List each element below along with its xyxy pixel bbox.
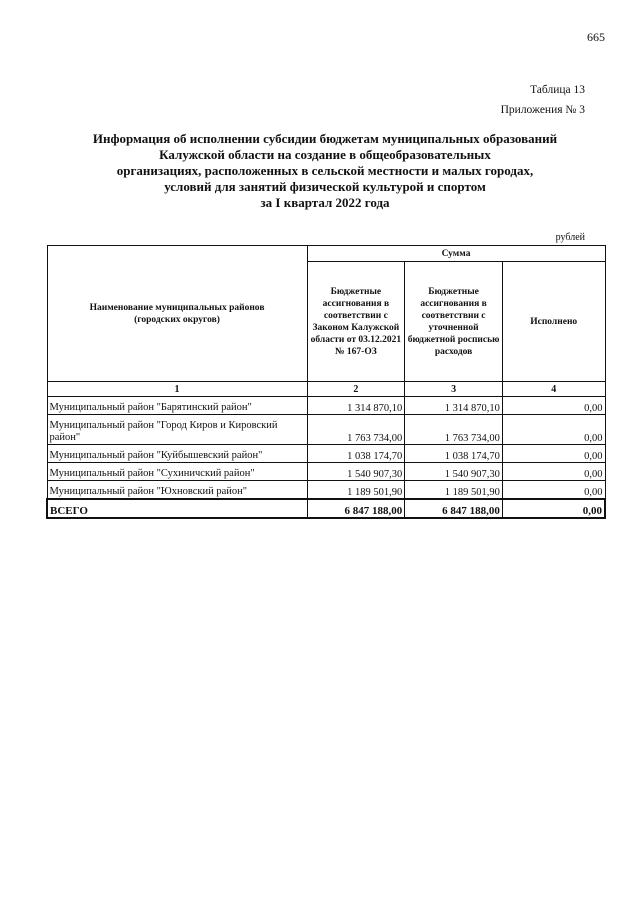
table-row <box>47 481 605 499</box>
total-row <box>47 499 605 518</box>
header-sum-group: Сумма <box>307 246 605 262</box>
unit-label: рублей <box>555 232 585 243</box>
column-number: 2 <box>307 382 405 397</box>
header-name-column: Наименование муниципальных районов (городских округов) <box>47 246 307 382</box>
page-number: 665 <box>587 30 605 44</box>
district-name: Муниципальный район "Сухиничский район" <box>47 463 307 481</box>
executed-amount: 0,00 <box>502 397 605 415</box>
total-executed-amount: 0,00 <box>502 499 605 518</box>
document-title <box>60 131 590 211</box>
executed-amount: 0,00 <box>502 415 605 445</box>
total-label: ВСЕГО <box>47 499 307 518</box>
header-refined-allocations: Бюджетные ассигнования в соответствии с уточненной бюджетной росписью расходов <box>405 262 503 382</box>
title-line: Информация об исполнении субсидии бюджетам муниципальных образований <box>92 131 558 146</box>
refined-amount: 1 038 174,70 <box>405 445 503 463</box>
column-numbers-row <box>47 382 605 397</box>
refined-amount: 1 763 734,00 <box>405 415 503 445</box>
refined-amount: 1 189 501,90 <box>405 481 503 499</box>
header-law-allocations: Бюджетные ассигнования в соответствии с Законом Калужской области от 03.12.2021 № 167-ОЗ <box>307 262 405 382</box>
law-amount: 1 189 501,90 <box>307 481 405 499</box>
column-number: 3 <box>405 382 503 397</box>
table-row <box>47 397 605 415</box>
appendix-label: Приложения № 3 <box>500 104 585 116</box>
column-number: 1 <box>47 382 307 397</box>
law-amount: 1 314 870,10 <box>307 397 405 415</box>
law-amount: 1 540 907,30 <box>307 463 405 481</box>
table-row <box>47 463 605 481</box>
total-law-amount: 6 847 188,00 <box>307 499 405 518</box>
refined-amount: 1 314 870,10 <box>405 397 503 415</box>
table-row <box>47 445 605 463</box>
executed-amount: 0,00 <box>502 463 605 481</box>
total-refined-amount: 6 847 188,00 <box>405 499 503 518</box>
executed-amount: 0,00 <box>502 445 605 463</box>
executed-amount: 0,00 <box>502 481 605 499</box>
subsidy-table <box>46 245 606 519</box>
column-number: 4 <box>502 382 605 397</box>
table-label: Таблица 13 <box>530 84 585 96</box>
title-line: организациях, расположенных в сельской местности и малых городах, <box>116 163 534 178</box>
district-name: Муниципальный район "Куйбышевский район" <box>47 445 307 463</box>
table-row <box>47 415 605 445</box>
law-amount: 1 763 734,00 <box>307 415 405 445</box>
title-line: за I квартал 2022 года <box>260 195 390 210</box>
district-name: Муниципальный район "Юхновский район" <box>47 481 307 499</box>
title-line: условий для занятий физической культурой и спортом <box>164 179 486 194</box>
district-name: Муниципальный район "Город Киров и Кировский район" <box>47 415 307 445</box>
law-amount: 1 038 174,70 <box>307 445 405 463</box>
district-name: Муниципальный район "Барятинский район" <box>47 397 307 415</box>
header-executed: Исполнено <box>502 262 605 382</box>
refined-amount: 1 540 907,30 <box>405 463 503 481</box>
title-line: Калужской области на создание в общеобразовательных <box>159 147 491 162</box>
